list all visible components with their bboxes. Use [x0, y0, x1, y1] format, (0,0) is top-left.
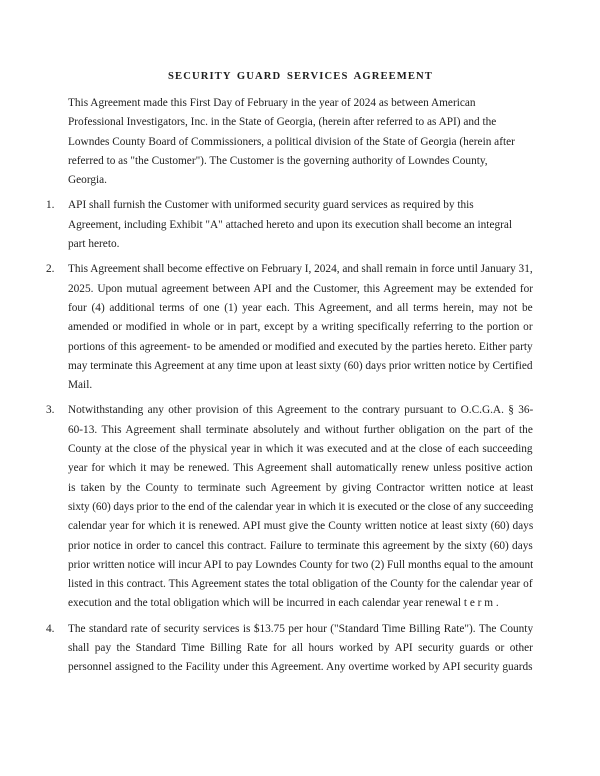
clause-1-lines	[68, 196, 533, 254]
text-line: Mail.	[68, 379, 93, 392]
text-line: prior notice in order to cancel this contract. Failure to terminate this agreement by the sixty (60) days	[68, 539, 533, 552]
text-line: Georgia.	[68, 174, 108, 187]
text-line: personnel assigned to the Facility under this Agreement. Any overtime worked by API security guards	[68, 661, 533, 674]
text-line: The standard rate of security services is $13.75 per hour ("Standard Time Billing Rate"). The County	[68, 622, 533, 635]
text-line: Notwithstanding any other provision of this Agreement to the contrary pursuant to O.C.G.A. § 36-	[68, 404, 533, 417]
text-line: portions of this agreement- to be amended or modified and executed by the parties hereto. Either party	[68, 340, 533, 353]
clause-4-number: 4.	[46, 622, 55, 635]
text-line: referred to as "the Customer"). The Customer is the governing authority of Lowndes County,	[68, 154, 488, 167]
clause-4-lines	[68, 620, 533, 678]
clause-2	[46, 260, 533, 395]
text-line: Agreement, including Exhibit "A" attached hereto and upon its execution shall become an integral	[68, 218, 513, 231]
clause-3-lines	[68, 401, 533, 613]
text-line: year for which it may be renewed. This Agreement shall automatically renew unless positive action	[68, 462, 533, 475]
text-line: listed in this contract. This Agreement states the total obligation of the County for the calendar year of	[68, 578, 533, 591]
text-line: 2025. Upon mutual agreement between API and the Customer, this Agreement may be extended for	[68, 282, 533, 295]
document-title: SECURITY GUARD SERVICES AGREEMENT	[168, 71, 433, 82]
text-line: may terminate this Agreement at any time upon at least sixty (60) days prior written notice by Certified	[68, 359, 533, 372]
text-line: County at the close of the physical year in which it was executed and at the close of each succeeding	[68, 443, 533, 456]
text-line: API shall furnish the Customer with uniformed security guard services as required by this	[68, 199, 474, 212]
clause-1-number: 1.	[46, 199, 55, 212]
clause-2-number: 2.	[46, 263, 55, 276]
text-line: Lowndes County Board of Commissioners, a political division of the State of Georgia (herein after	[68, 135, 515, 148]
intro-paragraph-lines	[68, 94, 533, 190]
clause-4	[46, 620, 533, 678]
text-line: Professional Investigators, Inc. in the State of Georgia, (herein after referred to as API) and the	[68, 116, 497, 129]
clause-3-number: 3.	[46, 404, 55, 417]
text-line: execution and the total obligation which will be incurred in each calendar year renewal t e r m .	[68, 597, 499, 610]
intro-paragraph	[68, 94, 533, 190]
text-line: sixty (60) days prior to the end of the calendar year in which it is executed or the close of any succeeding	[68, 500, 533, 513]
text-line: shall pay the Standard Time Billing Rate for all hours worked by API security guards or other	[68, 642, 533, 655]
clause-3	[46, 401, 533, 613]
text-line: prior written notice will incur API to pay Lowndes County for two (2) Full months equal to the amount	[68, 558, 533, 571]
text-line: amended or modified in whole or in part, except by a writing specifically referring to the portion or	[68, 321, 533, 334]
text-line: part hereto.	[68, 238, 120, 251]
text-line: is taken by the County to terminate such Agreement by giving Contractor written notice at least	[68, 481, 533, 494]
text-line: This Agreement made this First Day of February in the year of 2024 as between American	[68, 97, 476, 109]
text-line: 60-13. This Agreement shall terminate absolutely and without further obligation on the part of the	[68, 423, 533, 436]
clause-2-lines	[68, 260, 533, 395]
clause-1	[46, 196, 533, 254]
text-line: This Agreement shall become effective on February I, 2024, and shall remain in force until January 31,	[68, 263, 533, 276]
text-line: calendar year for which it is renewed. API must give the County written notice at least sixty (60) days	[68, 520, 533, 533]
text-line: four (4) additional terms of one (1) year each. This Agreement, and all terms herein, may not be	[68, 301, 533, 314]
